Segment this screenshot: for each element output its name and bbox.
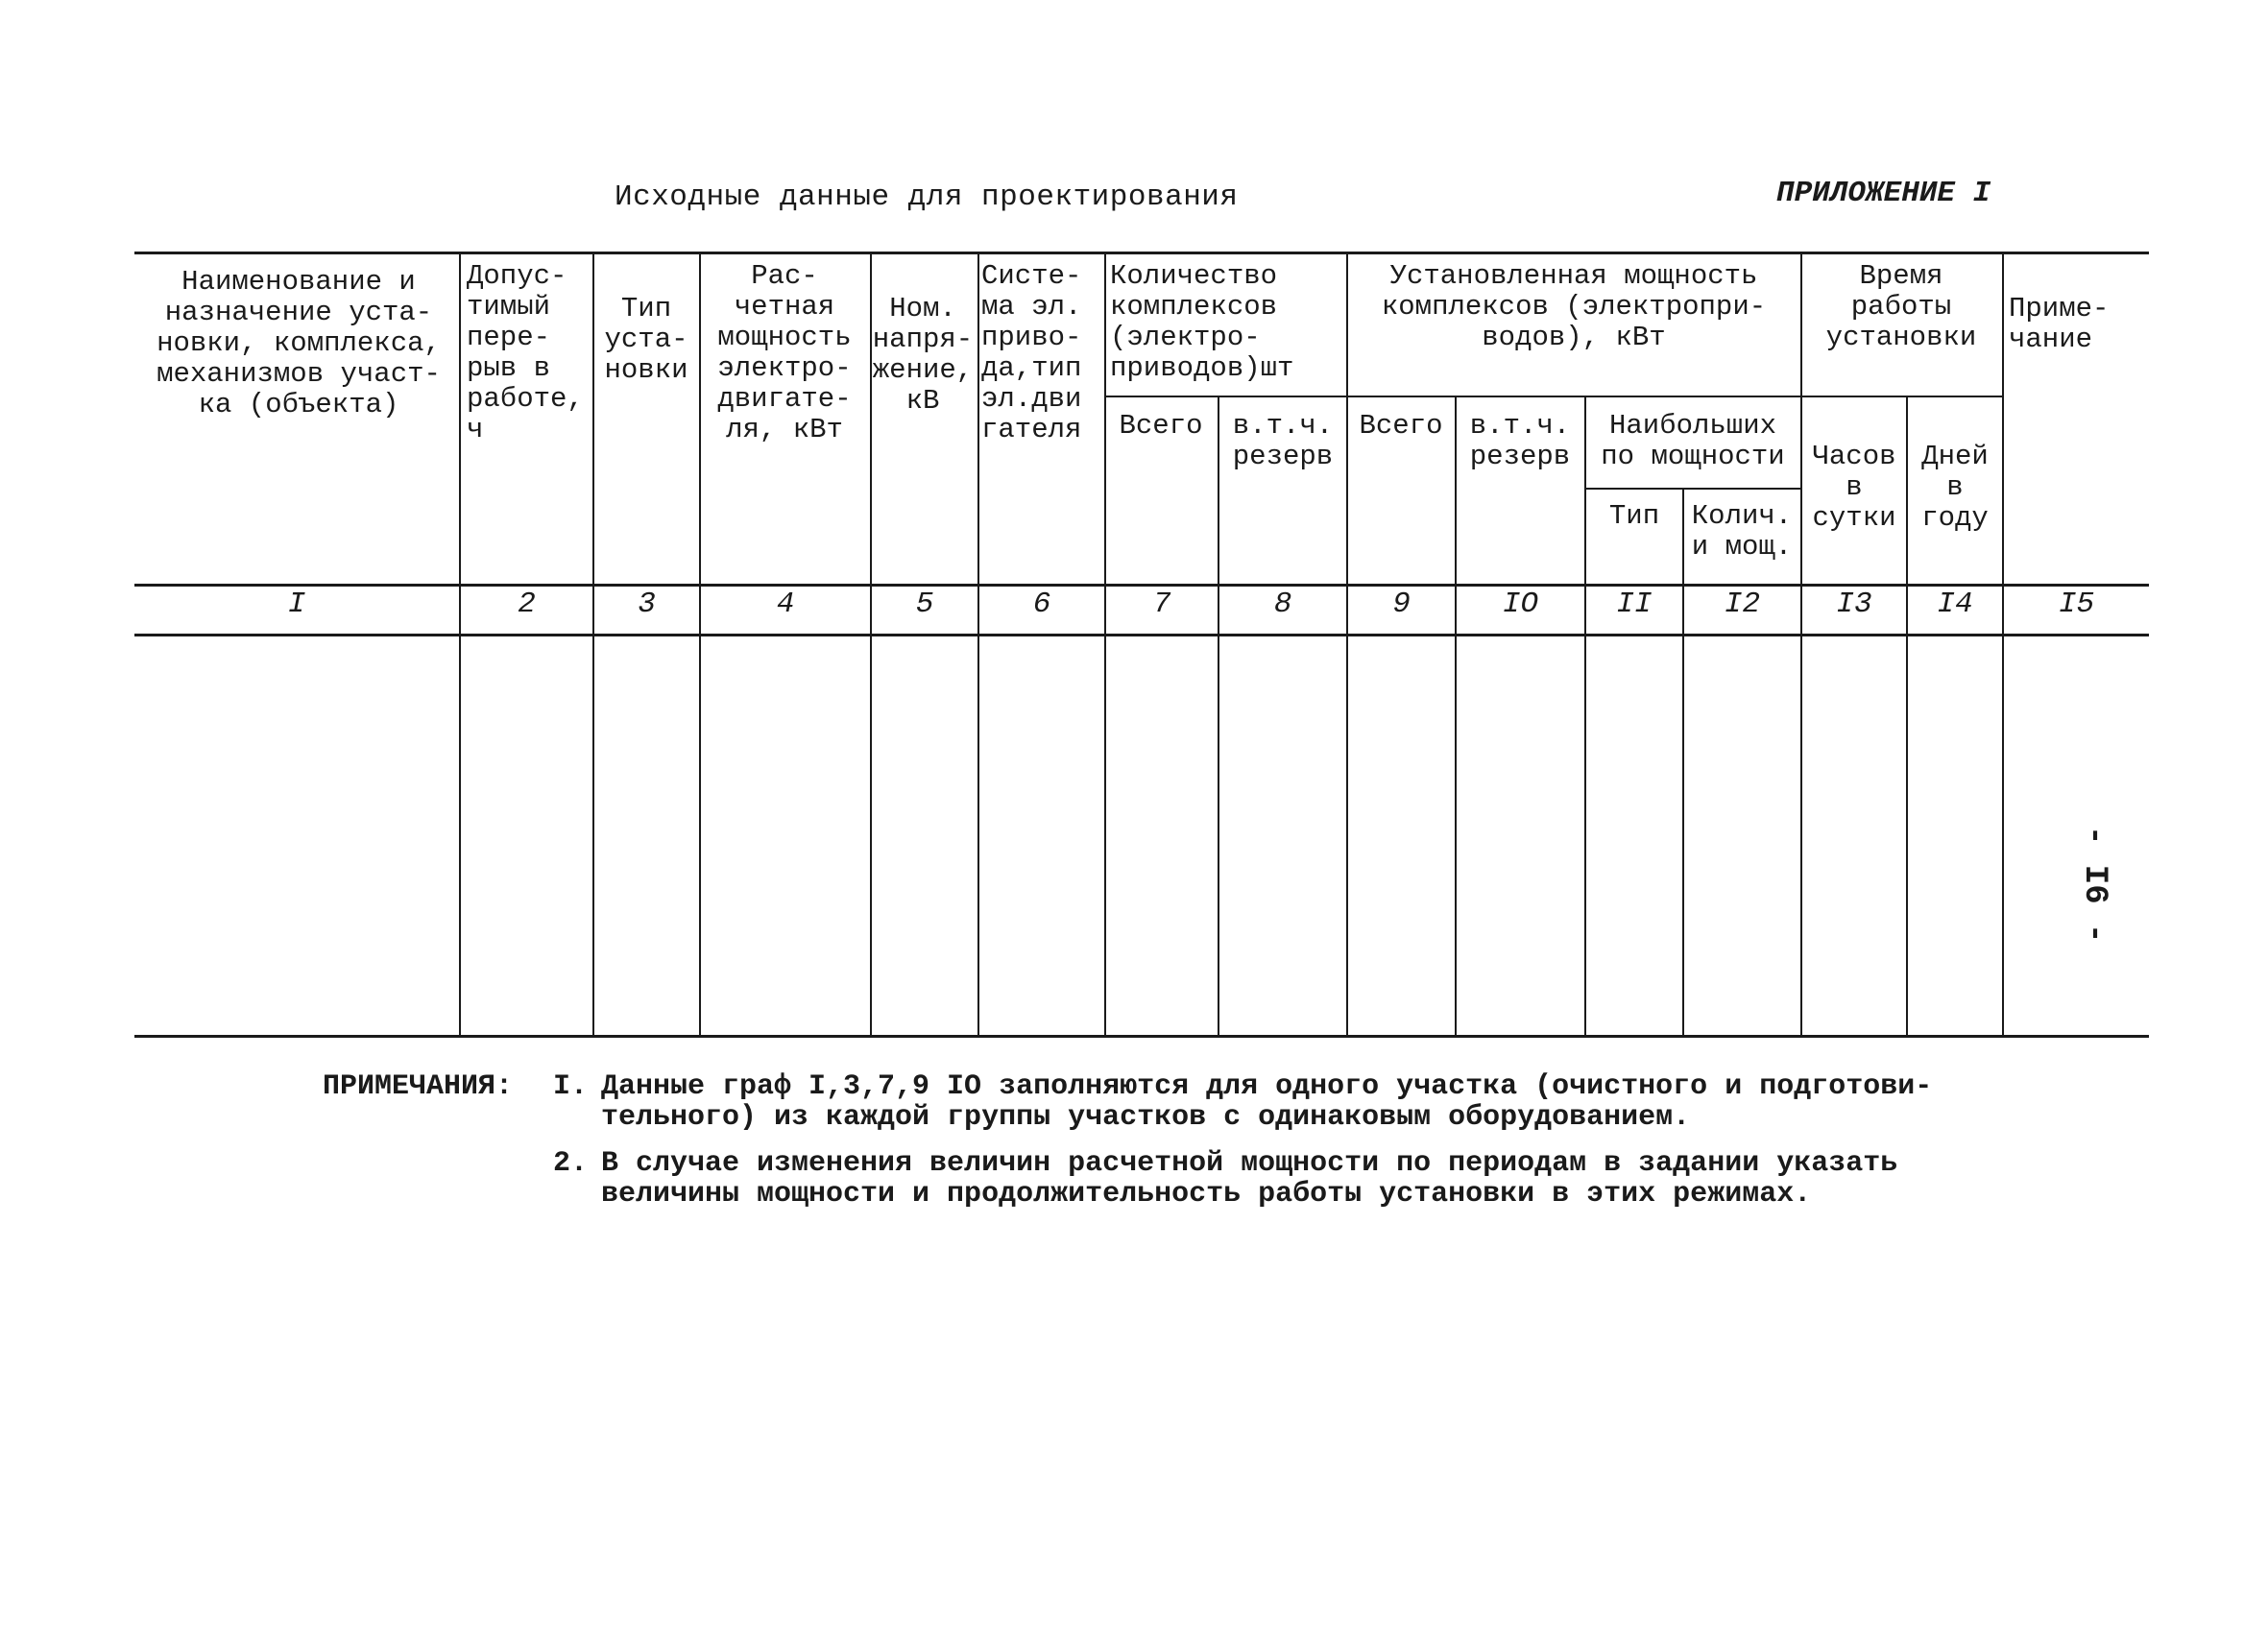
header-bottom-border — [134, 584, 2149, 587]
column-divider — [699, 252, 701, 1037]
header-col14-days: Дней в году — [1921, 441, 1989, 534]
header-col10-reserve: в.т.ч. резерв — [1469, 410, 1571, 472]
column-divider — [2002, 252, 2004, 1037]
column-divider — [1346, 252, 1348, 1037]
header-subdivider-line — [1584, 488, 1800, 490]
column-number: 6 — [1032, 588, 1051, 621]
column-number: 5 — [915, 588, 934, 621]
note-text: Данные граф I,3,7,9 IO заполняются для одного участка (очистного и подготови- тельного) из каждой группы участков с одинаковым оборудованием. — [601, 1070, 1933, 1134]
header-col15-note: Приме- чание — [2009, 293, 2110, 355]
header-col13-hours: Часов в сутки — [1812, 441, 1896, 534]
header-col7-total: Всего — [1119, 410, 1203, 442]
note-number: I. — [553, 1070, 589, 1103]
column-divider — [1455, 396, 1457, 1037]
column-number: 9 — [1392, 588, 1411, 621]
header-col5-voltage: Ном. напря- жение, кВ — [872, 293, 974, 417]
column-numbers-bottom-border — [134, 634, 2149, 636]
header-col1-name: Наименование и назначение уста- новки, комплекса, механизмов участ- ка (объекта) — [157, 266, 441, 420]
column-number: I3 — [1836, 588, 1872, 621]
header-group-largest-power: Наибольших по мощности — [1601, 410, 1785, 472]
column-divider — [1682, 488, 1684, 1037]
note-item — [323, 1148, 2041, 1210]
notes-section — [323, 1071, 2041, 1225]
column-number: 3 — [638, 588, 656, 621]
header-group-installed-power: Установленная мощность комплексов (электропри- водов), кВт — [1381, 260, 1767, 353]
column-number: I2 — [1724, 588, 1761, 621]
note-number: 2. — [553, 1147, 589, 1180]
column-number: I4 — [1937, 588, 1973, 621]
column-divider — [977, 252, 979, 1037]
header-col6-drive-system: Систе- ма эл. приво- да,тип эл.дви гателя — [981, 260, 1082, 445]
header-col4-power: Рас- четная мощность электро- двигате- ля, кВт — [717, 260, 852, 445]
header-subdivider-line — [1104, 396, 2002, 397]
header-group-operating-time: Время работы установки — [1825, 260, 1977, 353]
header-col11-type: Тип — [1608, 500, 1660, 532]
column-number: 2 — [518, 588, 536, 621]
header-group-complex-count: Количество комплексов (электро- приводов)шт — [1110, 260, 1294, 384]
column-number: I5 — [2058, 588, 2095, 621]
column-divider — [459, 252, 461, 1037]
table-top-border — [134, 252, 2149, 254]
header-col8-reserve: в.т.ч. резерв — [1232, 410, 1334, 472]
page-number: - I6 - — [2076, 826, 2112, 944]
note-item — [323, 1071, 2041, 1133]
column-number: 8 — [1273, 588, 1292, 621]
note-text: В случае изменения величин расчетной мощности по периодам в задании указать величины мощности и продолжительность работы установки в этих режимах. — [601, 1147, 1898, 1211]
column-divider — [1218, 396, 1219, 1037]
document-title: Исходные данные для проектирования — [615, 180, 1239, 214]
column-number: IO — [1502, 588, 1539, 621]
column-divider — [1800, 252, 1802, 1037]
column-divider — [1584, 396, 1586, 1037]
header-col3-type: Тип уста- новки — [604, 293, 688, 386]
header-col12-qty-power: Колич. и мощ. — [1691, 500, 1793, 563]
column-divider — [1104, 252, 1106, 1037]
column-number: 4 — [776, 588, 795, 621]
table-bottom-border — [134, 1035, 2149, 1038]
column-number: II — [1616, 588, 1653, 621]
header-col2-interruption: Допус- тимый пере- рыв в работе, ч — [467, 260, 584, 445]
notes-heading: ПРИМЕЧАНИЯ: — [323, 1070, 514, 1103]
column-divider — [592, 252, 594, 1037]
column-number: 7 — [1152, 588, 1171, 621]
appendix-label: ПРИЛОЖЕНИЕ I — [1776, 177, 1991, 210]
header-col9-total: Всего — [1359, 410, 1443, 442]
column-number: I — [287, 588, 306, 621]
